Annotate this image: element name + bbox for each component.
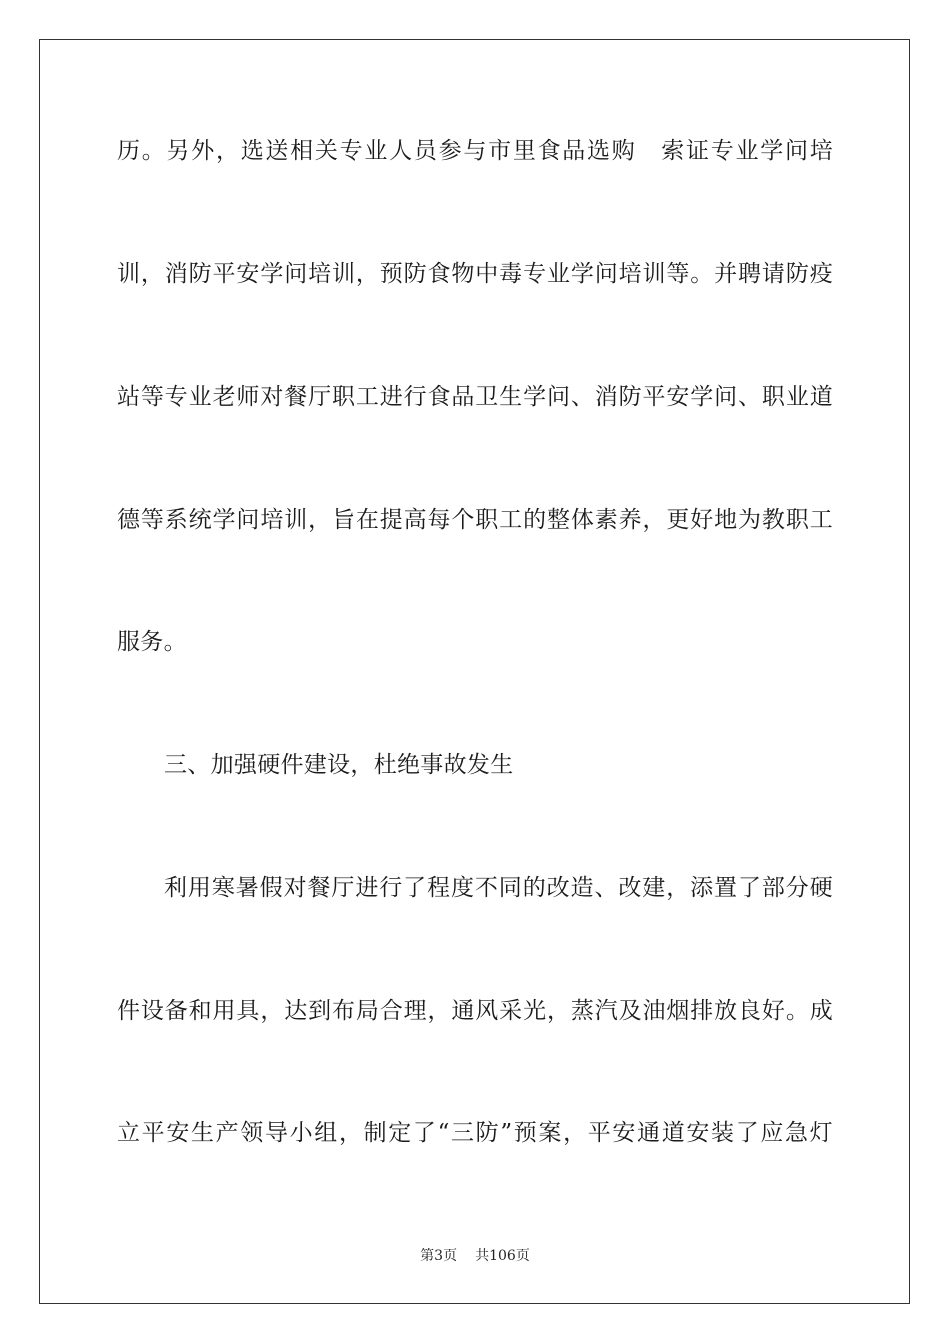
section-heading: 三、加强硬件建设，杜绝事故发生 (164, 752, 514, 778)
page-total: 共106页 (475, 1248, 530, 1264)
body-text-line: 立平安生产领导小组，制定了“三防”预案，平安通道安装了应急灯 (117, 1120, 833, 1146)
body-text-line: 件设备和用具，达到布局合理，通风采光，蒸汽及油烟排放良好。成 (117, 998, 833, 1024)
page-border (39, 39, 910, 1304)
body-text-line: 历。另外，选送相关专业人员参与市里食品选购 索证专业学问培 (117, 138, 833, 164)
body-text-line: 站等专业老师对餐厅职工进行食品卫生学问、消防平安学问、职业道 (117, 384, 833, 410)
page-footer (0, 1247, 950, 1265)
page-number: 第3页 (420, 1248, 458, 1264)
body-text-line: 德等系统学问培训，旨在提高每个职工的整体素养，更好地为教职工 (117, 507, 833, 533)
body-text-line: 服务。 (117, 629, 187, 655)
body-text-line: 利用寒暑假对餐厅进行了程度不同的改造、改建，添置了部分硬 (164, 875, 833, 901)
body-text-line: 训，消防平安学问培训，预防食物中毒专业学问培训等。并聘请防疫 (117, 261, 833, 287)
